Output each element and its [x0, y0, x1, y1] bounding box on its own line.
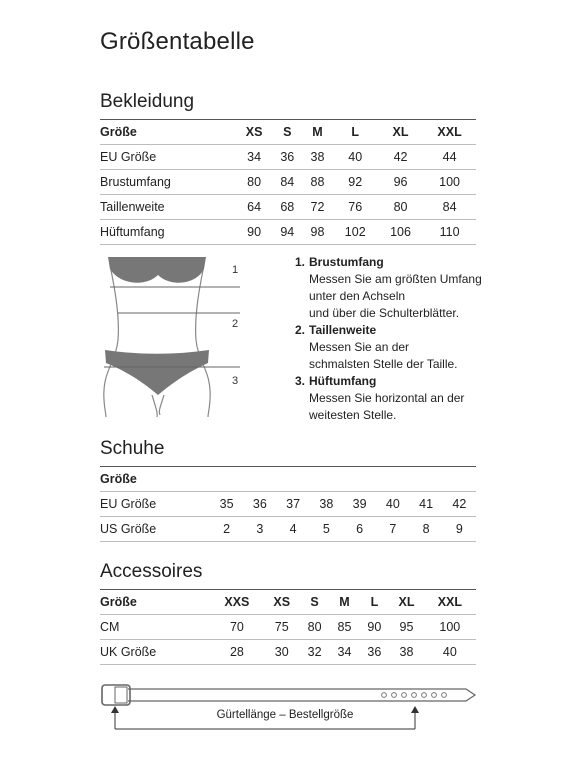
table-cell: 44 — [423, 145, 476, 170]
column-header: Größe — [100, 120, 236, 145]
instruction-line: unter den Achseln — [309, 289, 406, 303]
leg-inner-outline-right — [159, 395, 164, 415]
table-cell: 80 — [378, 195, 423, 220]
instruction-line: Messen Sie am größten Umfang — [309, 272, 482, 286]
table-header-row — [100, 467, 476, 492]
section-title-bekleidung: Bekleidung — [100, 91, 195, 112]
belt-length-label: Gürtellänge – Bestellgröße — [216, 709, 354, 721]
leg-inner-outline — [152, 395, 157, 417]
table-row — [100, 492, 476, 517]
column-header — [277, 467, 310, 492]
table-cell: 100 — [424, 615, 476, 640]
accessoires-table — [100, 589, 476, 665]
table-cell: 64 — [236, 195, 272, 220]
column-header: XS — [264, 590, 300, 615]
table-cell: 85 — [330, 615, 360, 640]
instruction-line: weitesten Stelle. — [309, 408, 397, 422]
table-cell: 75 — [264, 615, 300, 640]
table-row — [100, 195, 476, 220]
bra-shape — [108, 257, 206, 283]
row-label: US Größe — [100, 517, 210, 542]
table-cell: 34 — [330, 640, 360, 665]
column-header: Größe — [100, 467, 210, 492]
table-row — [100, 517, 476, 542]
table-cell: 40 — [333, 145, 378, 170]
body-measurement-figure — [100, 255, 250, 420]
table-row — [100, 615, 476, 640]
table-cell: 68 — [272, 195, 302, 220]
column-header: XXL — [424, 590, 476, 615]
belt-buckle-inner — [115, 687, 127, 703]
instruction-title: Hüftumfang — [309, 374, 377, 388]
instruction-line: Messen Sie horizontal an der — [309, 391, 465, 405]
table-cell: 34 — [236, 145, 272, 170]
page-title: Größentabelle — [100, 28, 255, 55]
column-header: L — [359, 590, 389, 615]
table-cell: 98 — [302, 220, 332, 245]
row-label: EU Größe — [100, 492, 210, 517]
table-row — [100, 220, 476, 245]
instruction-number: 2. — [295, 323, 306, 337]
table-cell: 80 — [300, 615, 330, 640]
instruction-number: 3. — [295, 374, 306, 388]
column-header: XL — [389, 590, 423, 615]
table-cell: 35 — [210, 492, 243, 517]
marker-1: 1 — [232, 264, 239, 276]
marker-2: 2 — [232, 318, 239, 330]
row-label: Hüftumfang — [100, 220, 236, 245]
table-cell: 40 — [424, 640, 476, 665]
table-cell: 90 — [359, 615, 389, 640]
instruction-title: Brustumfang — [309, 255, 384, 269]
table-cell: 7 — [376, 517, 409, 542]
instruction-title: Taillenweite — [309, 323, 377, 337]
column-header — [243, 467, 276, 492]
belt-hole — [432, 693, 437, 698]
column-header — [443, 467, 476, 492]
row-label: UK Größe — [100, 640, 210, 665]
table-cell: 42 — [378, 145, 423, 170]
table-cell: 100 — [423, 170, 476, 195]
briefs-shape — [105, 350, 209, 395]
table-cell: 80 — [236, 170, 272, 195]
table-cell: 6 — [343, 517, 376, 542]
marker-3: 3 — [232, 375, 239, 387]
table-cell: 28 — [210, 640, 264, 665]
column-header: Größe — [100, 590, 210, 615]
column-header: S — [300, 590, 330, 615]
torso-right-outline — [196, 265, 211, 417]
column-header: M — [330, 590, 360, 615]
instruction-line: Messen Sie an der — [309, 340, 410, 354]
table-header-row — [100, 120, 476, 145]
table-cell: 2 — [210, 517, 243, 542]
table-cell: 37 — [277, 492, 310, 517]
table-cell: 42 — [443, 492, 476, 517]
table-cell: 4 — [277, 517, 310, 542]
instruction-item — [295, 254, 482, 322]
table-cell: 9 — [443, 517, 476, 542]
torso-left-outline — [104, 265, 119, 417]
table-cell: 38 — [310, 492, 343, 517]
table-cell: 8 — [410, 517, 443, 542]
table-cell: 38 — [302, 145, 332, 170]
column-header: S — [272, 120, 302, 145]
row-label: CM — [100, 615, 210, 640]
table-cell: 5 — [310, 517, 343, 542]
table-cell: 94 — [272, 220, 302, 245]
measurement-instructions — [295, 254, 482, 424]
belt-buckle — [102, 685, 130, 705]
table-cell: 110 — [423, 220, 476, 245]
instruction-line: schmalsten Stelle der Taille. — [309, 357, 458, 371]
table-cell: 84 — [272, 170, 302, 195]
instruction-number: 1. — [295, 255, 306, 269]
belt-hole — [422, 693, 427, 698]
belt-hole — [392, 693, 397, 698]
table-cell: 72 — [302, 195, 332, 220]
table-cell: 36 — [359, 640, 389, 665]
table-cell: 88 — [302, 170, 332, 195]
table-cell: 41 — [410, 492, 443, 517]
belt-strap — [128, 689, 475, 701]
table-cell: 76 — [333, 195, 378, 220]
table-cell: 32 — [300, 640, 330, 665]
table-cell: 102 — [333, 220, 378, 245]
column-header: XXS — [210, 590, 264, 615]
belt-hole — [442, 693, 447, 698]
row-label: EU Größe — [100, 145, 236, 170]
table-cell: 36 — [243, 492, 276, 517]
schuhe-table — [100, 466, 476, 542]
table-cell: 106 — [378, 220, 423, 245]
table-cell: 39 — [343, 492, 376, 517]
column-header — [310, 467, 343, 492]
belt-illustration — [100, 683, 480, 731]
row-label: Brustumfang — [100, 170, 236, 195]
column-header — [376, 467, 409, 492]
table-row — [100, 640, 476, 665]
table-header-row — [100, 590, 476, 615]
table-cell: 30 — [264, 640, 300, 665]
table-cell: 3 — [243, 517, 276, 542]
table-cell: 84 — [423, 195, 476, 220]
column-header: XXL — [423, 120, 476, 145]
table-cell: 96 — [378, 170, 423, 195]
belt-hole — [402, 693, 407, 698]
column-header — [210, 467, 243, 492]
instruction-line: und über die Schulterblätter. — [309, 306, 460, 320]
instruction-item — [295, 373, 482, 424]
table-cell: 36 — [272, 145, 302, 170]
instruction-item — [295, 322, 482, 373]
column-header: XL — [378, 120, 423, 145]
belt-hole — [382, 693, 387, 698]
belt-hole — [412, 693, 417, 698]
table-cell: 90 — [236, 220, 272, 245]
belt-holes — [382, 693, 447, 698]
column-header — [410, 467, 443, 492]
table-row — [100, 170, 476, 195]
column-header: L — [333, 120, 378, 145]
section-title-schuhe: Schuhe — [100, 438, 165, 459]
section-title-accessoires: Accessoires — [100, 561, 203, 582]
column-header: M — [302, 120, 332, 145]
table-row — [100, 145, 476, 170]
table-cell: 70 — [210, 615, 264, 640]
row-label: Taillenweite — [100, 195, 236, 220]
table-cell: 38 — [389, 640, 423, 665]
column-header: XS — [236, 120, 272, 145]
column-header — [343, 467, 376, 492]
table-cell: 40 — [376, 492, 409, 517]
table-cell: 92 — [333, 170, 378, 195]
table-cell: 95 — [389, 615, 423, 640]
bekleidung-table — [100, 119, 476, 245]
